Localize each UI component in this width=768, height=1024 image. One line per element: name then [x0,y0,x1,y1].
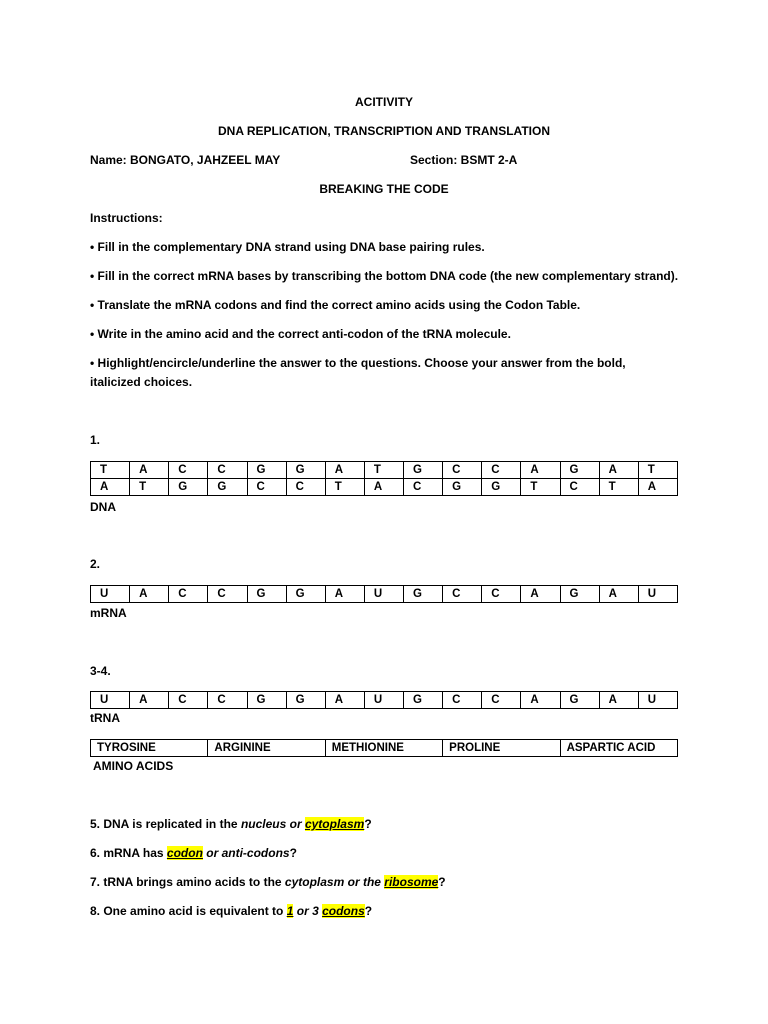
dna-cell[interactable]: T [364,462,403,479]
name-line: Name: BONGATO, JAHZEEL MAY [90,153,281,167]
dna-cell[interactable]: G [482,479,521,496]
trna-cell[interactable]: C [443,692,482,709]
question-7 [90,875,446,889]
dna-cell[interactable]: C [208,462,247,479]
trna-cell[interactable]: G [560,692,599,709]
mrna-cell[interactable]: G [560,586,599,603]
dna-label: DNA [90,500,116,514]
instruction-item: • Write in the amino acid and the correct anti-codon of the tRNA molecule. [90,327,511,341]
dna-cell[interactable]: C [169,462,208,479]
question-mark: ? [364,904,373,918]
dna-cell[interactable]: G [286,462,325,479]
activity-title: ACITIVITY [354,95,413,109]
mrna-cell[interactable]: G [286,586,325,603]
dna-cell[interactable]: T [521,479,560,496]
dna-cell[interactable]: T [599,479,638,496]
amino-acids-label: AMINO ACIDS [93,759,174,773]
trna-cell[interactable]: A [521,692,560,709]
trna-cell[interactable]: U [638,692,677,709]
section-heading: BREAKING THE CODE [319,182,449,196]
trna-cell[interactable]: A [325,692,364,709]
mrna-cell[interactable]: A [599,586,638,603]
mrna-cell[interactable]: A [325,586,364,603]
mrna-cell[interactable]: C [208,586,247,603]
mrna-cell[interactable]: C [169,586,208,603]
choice-highlighted[interactable]: codon [166,846,203,860]
dna-cell[interactable]: G [169,479,208,496]
choice-unselected[interactable]: nucleus or [240,817,305,831]
trna-cell[interactable]: C [169,692,208,709]
question-number-3-4: 3-4. [90,664,111,678]
amino-acid-cell[interactable]: METHIONINE [325,740,442,757]
amino-acid-cell[interactable]: ASPARTIC ACID [560,740,677,757]
trna-cell[interactable]: U [364,692,403,709]
dna-cell[interactable]: T [91,462,130,479]
dna-cell[interactable]: A [599,462,638,479]
choice-highlighted[interactable]: 1 [286,904,294,918]
dna-cell[interactable]: A [521,462,560,479]
dna-cell[interactable]: T [638,462,677,479]
mrna-cell[interactable]: A [130,586,169,603]
dna-cell[interactable]: C [286,479,325,496]
mrna-cell[interactable]: U [91,586,130,603]
dna-table [90,461,678,496]
choice-connector: or 3 [293,904,323,918]
mrna-cell[interactable]: C [443,586,482,603]
mrna-cell[interactable]: A [521,586,560,603]
choice-highlighted[interactable]: cytoplasm [304,817,365,831]
instruction-item: italicized choices. [90,375,193,389]
dna-row-top [91,462,678,479]
question-mark: ? [364,817,372,831]
trna-row [91,692,678,709]
trna-cell[interactable]: C [208,692,247,709]
dna-cell[interactable]: C [482,462,521,479]
dna-cell[interactable]: G [247,462,286,479]
question-text: 8. One amino acid is equivalent to [90,904,287,918]
trna-cell[interactable]: A [130,692,169,709]
question-8 [90,904,372,918]
trna-table [90,691,678,709]
amino-acid-cell[interactable]: PROLINE [443,740,560,757]
question-number-1: 1. [90,433,101,447]
dna-cell[interactable]: A [364,479,403,496]
amino-acid-table [90,739,678,757]
instructions-label: Instructions: [90,211,163,225]
choice-highlighted[interactable]: ribosome [384,875,439,889]
mrna-label: mRNA [90,606,127,620]
trna-cell[interactable]: G [247,692,286,709]
dna-cell[interactable]: C [247,479,286,496]
question-mark: ? [289,846,297,860]
section-line: Section: BSMT 2-A [410,153,518,167]
choice-highlighted[interactable]: codons [322,904,365,918]
dna-cell[interactable]: G [560,462,599,479]
dna-cell[interactable]: G [404,462,443,479]
dna-cell[interactable]: A [130,462,169,479]
dna-cell[interactable]: A [638,479,677,496]
instruction-item: • Fill in the correct mRNA bases by transcribing the bottom DNA code (the new complementary strand). [90,269,679,283]
trna-label: tRNA [90,711,120,725]
trna-cell[interactable]: A [599,692,638,709]
mrna-cell[interactable]: G [247,586,286,603]
question-mark: ? [438,875,446,889]
mrna-cell[interactable]: C [482,586,521,603]
instruction-item: • Fill in the complementary DNA strand using DNA base pairing rules. [90,240,485,254]
trna-cell[interactable]: G [286,692,325,709]
choice-unselected[interactable]: cytoplasm or the [284,875,385,889]
dna-row-bottom [91,479,678,496]
mrna-row [91,586,678,603]
trna-cell[interactable]: U [91,692,130,709]
dna-cell[interactable]: T [130,479,169,496]
question-number-2: 2. [90,557,101,571]
instruction-item: • Highlight/encircle/underline the answer to the questions. Choose your answer from the bold, [90,356,626,370]
dna-cell[interactable]: G [208,479,247,496]
activity-subtitle: DNA REPLICATION, TRANSCRIPTION AND TRANSLATION [218,124,550,138]
question-6 [90,846,297,860]
dna-cell[interactable]: G [443,479,482,496]
trna-cell[interactable]: G [404,692,443,709]
amino-acid-row [91,740,678,757]
mrna-cell[interactable]: U [638,586,677,603]
question-text: 5. DNA is replicated in the [90,817,241,831]
mrna-cell[interactable]: G [404,586,443,603]
dna-cell[interactable]: C [404,479,443,496]
mrna-cell[interactable]: U [364,586,403,603]
dna-cell[interactable]: A [325,462,364,479]
choice-unselected[interactable]: or anti-codons [202,846,290,860]
dna-cell[interactable]: A [91,479,130,496]
trna-cell[interactable]: C [482,692,521,709]
dna-cell[interactable]: C [560,479,599,496]
instruction-item: • Translate the mRNA codons and find the correct amino acids using the Codon Table. [90,298,581,312]
mrna-table [90,585,678,603]
question-text: 6. mRNA has [90,846,167,860]
amino-acid-cell[interactable]: ARGININE [208,740,325,757]
question-text: 7. tRNA brings amino acids to the [90,875,285,889]
dna-cell[interactable]: C [443,462,482,479]
dna-cell[interactable]: T [325,479,364,496]
question-5 [90,817,372,831]
amino-acid-cell[interactable]: TYROSINE [91,740,208,757]
